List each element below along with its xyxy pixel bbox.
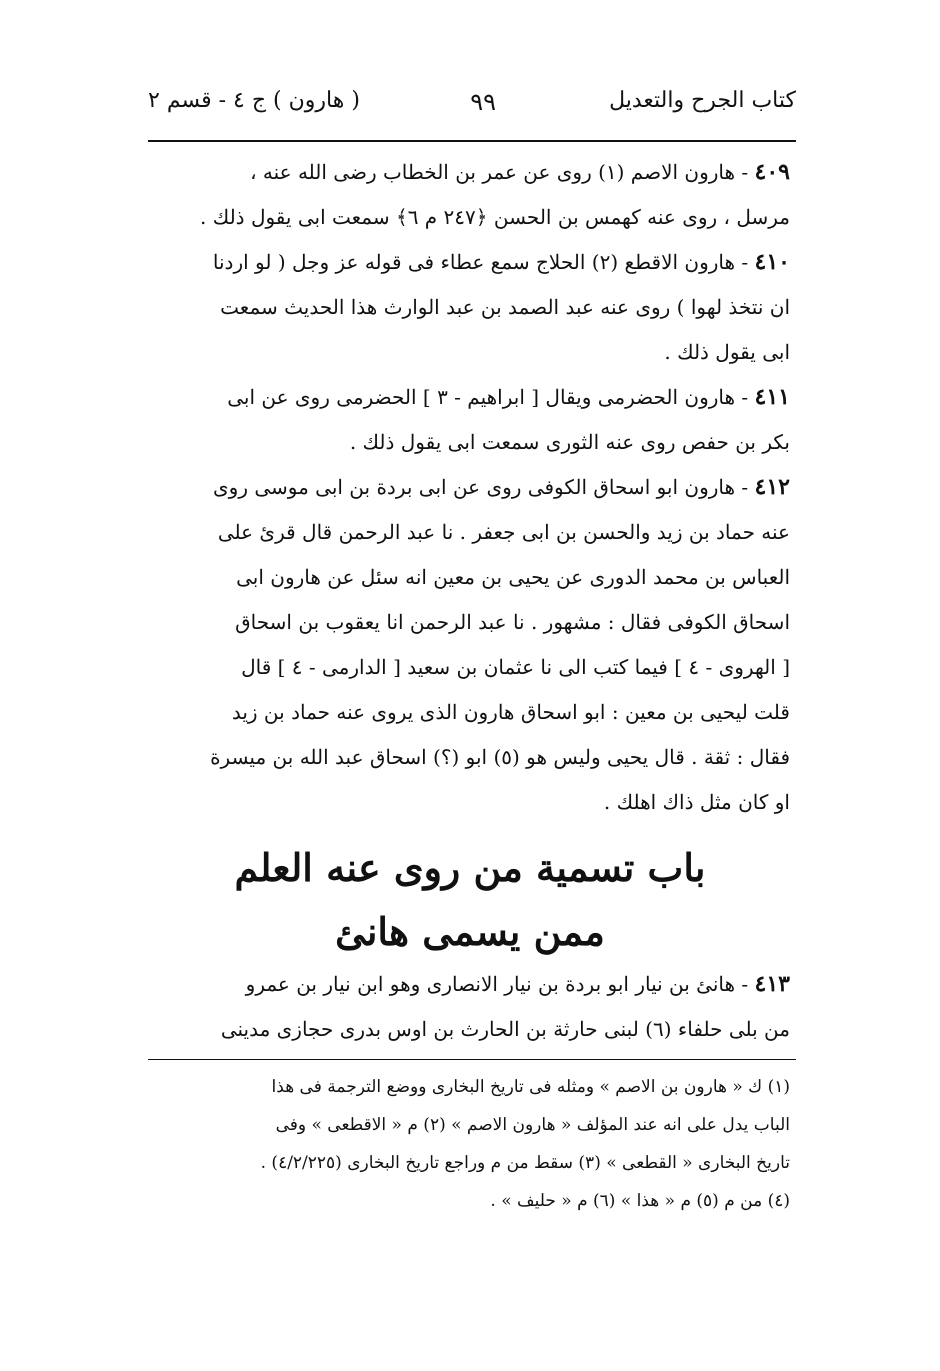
entry-text: [ الهروى - ٤ ] فيما كتب الى نا عثمان بن سعيد [ الدارمى - ٤ ] قال (241, 655, 790, 679)
running-header (148, 88, 796, 128)
entry-409-line-1: ٤٠٩ - هارون الاصم (١) روى عن عمر بن الخطاب رضى الله عنه ، (250, 159, 790, 185)
entry-number: ٤٠٩ (754, 159, 790, 185)
entry-412-line-1: ٤١٢ - هارون ابو اسحاق الكوفى روى عن ابى بردة بن ابى موسى روى (213, 474, 790, 500)
footnote-rule (148, 1059, 796, 1060)
entry-413 (150, 962, 790, 1052)
entry-text: قلت ليحيى بن معين : ابو اسحاق هارون الذى يروى عنه حماد بن زيد (231, 700, 790, 724)
entry-text: اسحاق الكوفى فقال : مشهور . نا عبد الرحمن انا يعقوب بن اسحاق (235, 610, 790, 634)
entry-text: ابى يقول ذلك . (664, 340, 790, 364)
footnotes (150, 1068, 790, 1220)
entry-412-line-6 (150, 690, 790, 735)
footnote-line: (١) ك « هارون بن الاصم » ومثله فى تاريخ البخارى ووضع الترجمة فى هذا (271, 1077, 790, 1097)
entry-text: بكر بن حفص روى عنه الثورى سمعت ابى يقول ذلك . (349, 430, 790, 454)
entry-412-line-3 (150, 555, 790, 600)
entry-text: عنه حماد بن زيد والحسن بن ابى جعفر . نا عبد الرحمن قال قرئ على (217, 520, 790, 544)
entry-text: هارون الحضرمى ويقال [ ابراهيم - ٣ ] الحضرمى روى عن ابى (227, 385, 736, 409)
entry-text: من بلى حلفاء (٦) لبنى حارثة بن الحارث بن اوس بدرى حجازى مدينى (220, 1017, 790, 1041)
footnote-line: (٤) من م (٥) م « هذا » (٦) م « حليف » . (490, 1191, 790, 1211)
book-title: كتاب الجرح والتعديل (609, 88, 796, 113)
entry-number: ٤١١ (754, 384, 790, 410)
entry-412-line-4 (150, 600, 790, 645)
entry-410-line-1: ٤١٠ - هارون الاقطع (٢) الحلاج سمع عطاء فى قوله عز وجل ( لو اردنا (212, 249, 790, 275)
entry-number: ٤١٢ (754, 474, 790, 500)
entry-412-line-7 (150, 735, 790, 780)
entry-number: ٤١٣ (754, 971, 790, 997)
entry-text: فقال : ثقة . قال يحيى وليس هو (٥) ابو (؟) اسحاق عبد الله بن ميسرة (210, 745, 790, 769)
entry-number: ٤١٠ (754, 249, 790, 275)
entry-text: ان نتخذ لهوا ) روى عنه عبد الصمد بن عبد الوارث هذا الحديث سمعت (220, 295, 790, 319)
page-number: ٩٩ (470, 88, 496, 116)
entry-410-line-2 (150, 285, 790, 330)
entry-text: هارون ابو اسحاق الكوفى روى عن ابى بردة بن ابى موسى روى (213, 475, 736, 499)
header-rule (148, 140, 796, 142)
entry-text: هارون الاقطع (٢) الحلاج سمع عطاء فى قوله عز وجل ( لو اردنا (212, 250, 736, 274)
footnote-line: تاريخ البخارى « القطعى » (٣) سقط من م وراجع تاريخ البخارى (٤/٢/٢٢٥) . (260, 1153, 790, 1173)
entry-412-line-8 (150, 780, 790, 825)
entry-410-line-3 (150, 330, 790, 375)
entry-413-line-1: ٤١٣ - هانئ بن نيار ابو بردة بن نيار الانصارى وهو ابن نيار بن عمرو (245, 971, 790, 997)
footnote-line: الباب يدل على انه عند المؤلف « هارون الاصم » (٢) م « الاقطعى » وفى (275, 1115, 790, 1135)
section-label: ( هارون ) ج ٤ - قسم ٢ (148, 88, 360, 113)
entry-413-line-2 (150, 1007, 790, 1052)
entry-text: هانئ بن نيار ابو بردة بن نيار الانصارى وهو ابن نيار بن عمرو (245, 972, 736, 996)
entry-409-line-2 (150, 195, 790, 240)
chapter-title-line-1: باب تسمية من روى عنه العلم (234, 845, 706, 890)
entry-411-line-2 (150, 420, 790, 465)
main-text (150, 150, 790, 825)
entry-text: هارون الاصم (١) روى عن عمر بن الخطاب رضى الله عنه ، (250, 160, 736, 184)
entry-412-line-5 (150, 645, 790, 690)
entry-text: او كان مثل ذاك اهلك . (603, 790, 790, 814)
chapter-title-line-2: ممن يسمى هانئ (335, 909, 605, 954)
entry-412-line-2 (150, 510, 790, 555)
entry-text: العباس بن محمد الدورى عن يحيى بن معين انه سئل عن هارون ابى (236, 565, 790, 589)
entry-411-line-1: ٤١١ - هارون الحضرمى ويقال [ ابراهيم - ٣ ] الحضرمى روى عن ابى (227, 384, 790, 410)
entry-text: مرسل ، روى عنه كهمس بن الحسن ﴿٢٤٧ م ٦﴾ سمعت ابى يقول ذلك . (200, 205, 790, 229)
